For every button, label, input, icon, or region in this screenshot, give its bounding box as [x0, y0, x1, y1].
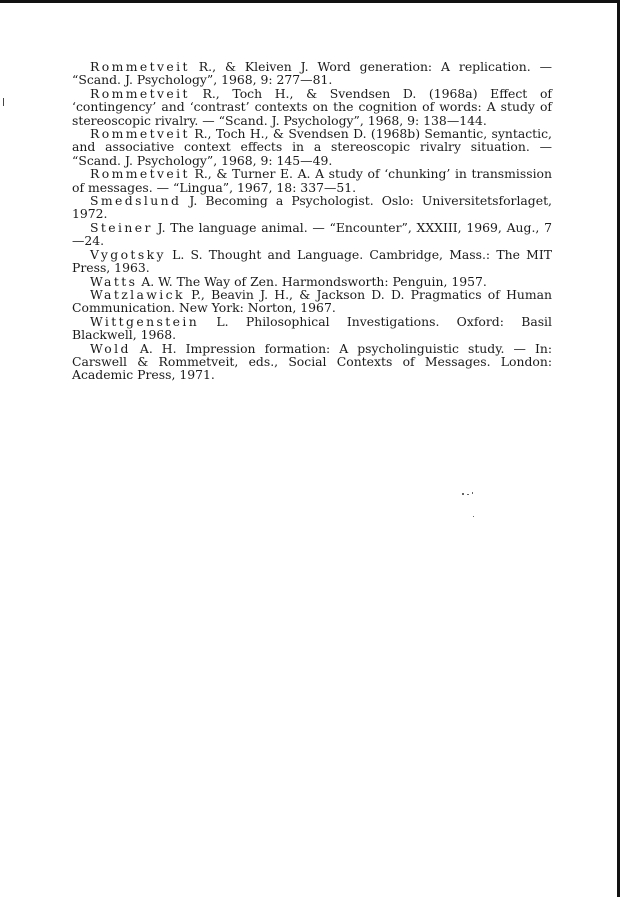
reference-author: Rommetveit [90, 166, 190, 182]
reference-author: Rommetveit [90, 59, 190, 74]
reference-author: Vygotsky [90, 246, 166, 262]
dust-speck [467, 494, 469, 495]
reference-author: Steiner [90, 219, 153, 235]
reference-text: A. H. Impression formation: A psycholinguistic study. — In: Carswell & Rommetveit, eds., Social Contexts of Messages. London: Academic Press, 1971. [72, 340, 552, 383]
reference-entry [72, 60, 552, 87]
reference-author: Smedslund [90, 193, 182, 209]
reference-text: A. W. The Way of Zen. Harmondsworth: Penguin, 1957. [137, 273, 487, 289]
reference-text: P., Beavin J. H., & Jackson D. D. Pragmatics of Human Communication. New York: Norton, 1967. [72, 286, 552, 316]
reference-entry [72, 194, 552, 221]
reference-text: R., Toch H., & Svendsen D. (1968b) Semantic, syntactic, and associative context effects in a stereoscopic rivalry situation. — “Scand. J. Psychology”, 1968, 9: 145—49. [72, 126, 552, 168]
dust-speck [473, 516, 474, 517]
reference-entry [72, 167, 552, 194]
reference-entry [72, 342, 552, 382]
reference-author: Rommetveit [90, 126, 190, 142]
reference-list [72, 60, 552, 382]
margin-mark [3, 98, 4, 106]
reference-text: R., & Kleiven J. Word generation: A replication. — “Scand. J. Psychology”, 1968, 9: 277—81. [72, 59, 552, 88]
reference-entry [72, 275, 552, 288]
reference-text: J. Becoming a Psychologist. Oslo: Universitetsforlaget, 1972. [72, 193, 552, 222]
reference-entry [72, 127, 552, 167]
reference-author: Wold [90, 340, 131, 356]
reference-text: L. Philosophical Investigations. Oxford: Basil Blackwell, 1968. [72, 313, 552, 343]
reference-text: L. S. Thought and Language. Cambridge, Mass.: The MIT Press, 1963. [72, 246, 552, 276]
reference-text: J. The language animal. — “Encounter”, XXXIII, 1969, Aug., 7—24. [72, 219, 552, 249]
reference-author: Rommetveit [90, 85, 190, 101]
reference-entry [72, 288, 552, 315]
page-top-edge [0, 0, 620, 3]
dust-speck [472, 492, 473, 494]
reference-author: Watts [90, 273, 138, 289]
reference-text: R., & Turner E. A. A study of ‘chunking’ in transmission of messages. — “Lingua”, 1967, 18: 337—51. [72, 166, 552, 195]
reference-author: Wittgenstein [90, 313, 200, 329]
reference-author: Watzlawick [90, 286, 185, 302]
reference-entry [72, 248, 552, 275]
dust-speck [462, 493, 464, 495]
reference-entry [72, 315, 552, 342]
reference-text: R., Toch H., & Svendsen D. (1968a) Effect of ‘contingency’ and ‘contrast’ contexts on the cognition of words: A study of stereoscopic rivalry. — “Scand. J. Psychology”, 1968, 9: 138—144. [72, 85, 552, 128]
reference-entry [72, 221, 552, 248]
reference-entry [72, 87, 552, 127]
